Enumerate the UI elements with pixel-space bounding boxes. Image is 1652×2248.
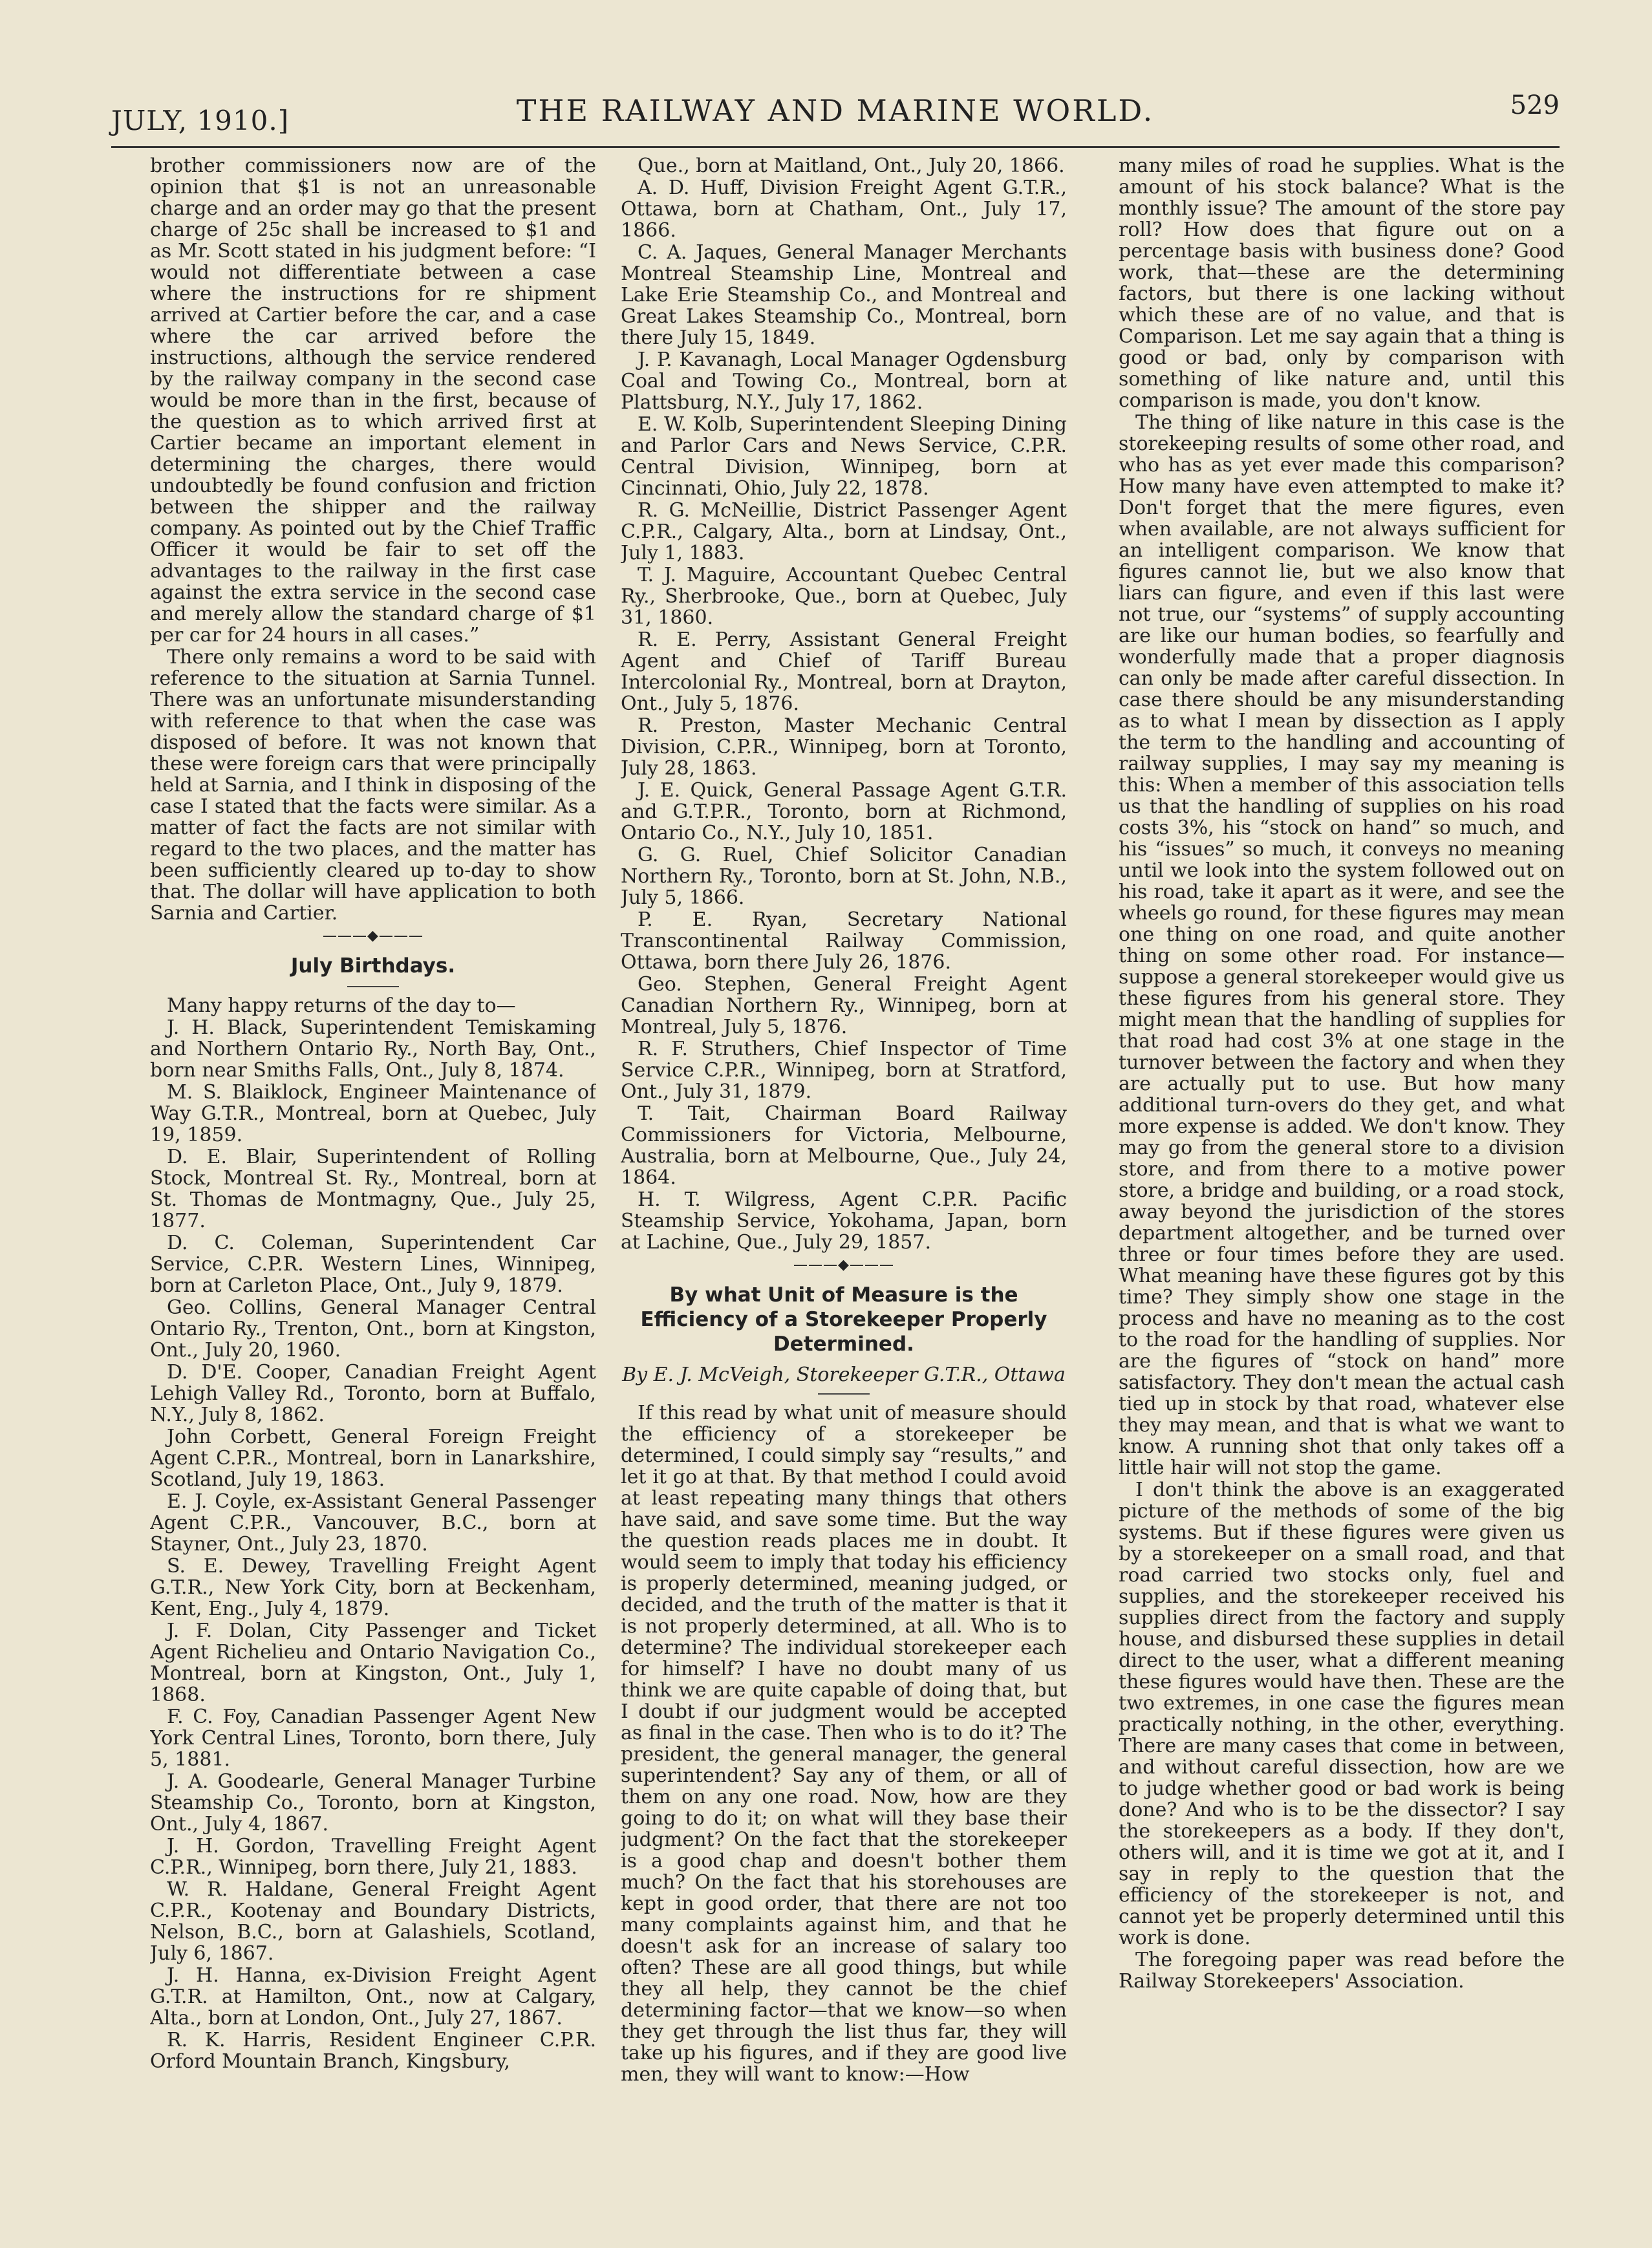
section-divider: ———◆——— <box>323 928 424 944</box>
birthday-entry: Que., born at Maitland, Ont., July 20, 1866. <box>638 155 1065 177</box>
birthday-entry: R. Preston, Master Mechanic Central Division, C.P.R., Winnipeg, born at Toronto, July 28, 1863. <box>621 714 1067 780</box>
birthday-list-left <box>150 1017 596 2072</box>
birthday-entry: A. D. Huff, Division Freight Agent G.T.R., Ottawa, born at Chatham, Ont., July 17, 1866. <box>621 177 1067 242</box>
article-heading: By what Unit of Measure is the Efficiency of a Storekeeper Properly Determined. <box>640 1283 1047 1356</box>
birthday-entry: G. G. Ruel, Chief Solicitor Canadian Northern Ry., Toronto, born at St. John, N.B., July 5, 1866. <box>621 844 1067 909</box>
column-left <box>150 155 596 2231</box>
header-rule <box>111 146 1560 148</box>
article-paragraph: The thing of like nature in this case is the storekeeping results of some other road, and who has as yet ever made this comparison? How many have even attempted to make it? Don't forget that the mere figures, even when available, are not always sufficient for an intelligent comparison. We know that figures cannot lie, but we also know that liars can figure, and even if this last were not true, our “systems” of supply accounting are like our human bodies, so fearfully and wonderfully made that a proper diagnosis can only be made after careful dissection. In case there should be any misunderstanding as to what I mean by dissection as I apply the term to the handling and accounting of railway supplies, I may say my meaning is this: When a member of this association tells us that the handling of supplies on his road costs 3%, his “stock on hand” so much, and his “issues” so much, it conveys no meaning until we look into the system followed out on his road, take it apart as it were, and see the wheels go round, for these figures may mean one thing on one road, and quite another thing on some other road. For instance—suppose a general storekeeper would give us these figures from his general store. They might mean that the handling of supplies for that road had cost 3% at one stage in the turnover between the factory and when they are actually put to use. But how many additional turn-overs do they get, and what more expense is added. We don't know. They may go from the general store to a division store, and from there to a motive power store, a bridge and building, or a road stock, away beyond the jurisdiction of the stores department altogether, and be turned over three or four times before they are used. What meaning have these figures got by this time? They simply show one stage in the process and have no meaning as to the cost to the road for the handling of supplies. Nor are the figures of “stock on hand” more satisfactory. They don't mean the actual cash tied up in stock by that road, whatever else they may mean, and that is what we want to know. A running shot that only takes off a little hair will not stop the game. <box>1119 411 1565 1479</box>
birthday-entry: H. T. Wilgress, Agent C.P.R. Pacific Steamship Service, Yokohama, Japan, born at Lachine, Que., July 29, 1857. <box>621 1188 1067 1254</box>
birthday-entry: S. E. Dewey, Travelling Freight Agent G.T.R., New York City, born at Beckenham, Kent, Eng., July 4, 1879. <box>150 1555 596 1620</box>
page-number: 529 <box>1510 91 1560 120</box>
birthday-entry: J. H. Gordon, Travelling Freight Agent C.P.R., Winnipeg, born there, July 21, 1883. <box>150 1835 596 1879</box>
birthday-entry: T. J. Maguire, Accountant Quebec Central Ry., Sherbrooke, Que., born at Quebec, July 31, 1860. <box>621 564 1067 629</box>
commission-text-continued: brother commissioners now are of the opinion that $1 is not an unreasonable charge and an order may go that the present charge of 25c shall be increased to $1 and as Mr. Scott stated in his judgment before: “I would not differentiate between a case where the instructions for re shipment arrived at Cartier before the car, and a case where the car arrived before the instructions, although the service rendered by the railway company in the second case would be more than in the first, because of the question as to which arrived first at Cartier became an important element in determining the charges, there would undoubtedly be found confusion and friction between the shipper and the railway company. As pointed out by the Chief Traffic Officer it would be fair to set off the advantages to the railway in the first case against the extra service in the second case and merely allow the standard charge of $1 per car for 24 hours in all cases.” <box>150 155 596 647</box>
birthday-entry: J. H. Black, Superintendent Temiskaming and Northern Ontario Ry., North Bay, Ont., born near Smiths Falls, Ont., July 8, 1874. <box>150 1016 596 1082</box>
article-paragraph: many miles of road he supplies. What is the amount of his stock balance? What is the monthly issue? The amount of the store pay roll? How does that figure out on a percentage basis with business done? Good work, that—these are the determining factors, but there is one lacking without which these are of no value, and that is Comparison. Let me say again that a thing is good or bad, only by comparison with something of like nature and, until this comparison is made, you don't know. <box>1119 155 1565 412</box>
birthday-entry: J. F. Dolan, City Passenger and Ticket Agent Richelieu and Ontario Navigation Co., Montreal, born at Kingston, Ont., July 1, 1868. <box>150 1620 596 1706</box>
birthday-entry: E. J. Coyle, ex-Assistant General Passenger Agent C.P.R., Vancouver, B.C., born at Stayner, Ont., July 23, 1870. <box>150 1490 596 1556</box>
birthday-entry: R. G. McNeillie, District Passenger Agent C.P.R., Calgary, Alta., born at Lindsay, Ont., July 1, 1883. <box>621 499 1067 564</box>
sarnia-paragraph: There only remains a word to be said with reference to the situation at Sarnia Tunnel. There was an unfortunate misunderstanding with reference to that when the case was disposed of before. It was not known that these were foreign cars that were principally held at Sarnia, and I think in disposing of the case I stated that the facts were similar. As a matter of fact the facts are not similar with regard to the two places, and the matter has been sufficiently cleared up to-day to show that. The dollar will have application to both Sarnia and Cartier. <box>150 646 596 925</box>
birthdays-intro: Many happy returns of the day to— <box>167 994 516 1017</box>
article-footnote: The foregoing paper was read before the Railway Storekeepers' Association. <box>1119 1949 1565 1993</box>
article-byline: By E. J. McVeigh, Storekeeper G.T.R., Ottawa <box>622 1364 1066 1386</box>
article-paragraph: If this read by what unit of measure should the efficiency of a storekeeper be determined, I could simply say “results,” and let it go at that. By that method I could avoid at least repeating many things that others have said, and save some time. But the way the question reads places me in doubt. It would seem to imply that today his efficiency is properly determined, meaning judged, or decided, and the truth of the matter is that it is not properly determined, at all. Who is to determine? The individual storekeeper each for himself? I have no doubt many of us think we are quite capable of doing that, but I doubt if our judgment would be accepted as final in the case. Then who is to do it? The president, the general manager, the general superintendent? Say any of them, or all of them on any one road. Now, how are they going to do it; on what will they base their judgment? On the fact that the storekeeper is a good chap and doesn't bother them much? On the fact that his storehouses are kept in good order, that there are not too many complaints against him, and that he doesn't ask for an increase of salary too often? These are all good things, but while they all help, they cannot be the chief determining factor—that we know—so when they get through the list thus far, they will take up his figures, and if they are good live men, they will want to know:—How <box>621 1402 1067 2086</box>
short-rule <box>818 1393 870 1395</box>
column-middle <box>621 155 1067 2231</box>
masthead-title: THE RAILWAY AND MARINE WORLD. <box>516 93 1155 128</box>
birthday-entry: R. E. Perry, Assistant General Freight Agent and Chief of Tariff Bureau Intercolonial Ry., Montreal, born at Drayton, Ont., July 5, 1876. <box>621 628 1067 715</box>
birthday-entry: F. C. Foy, Canadian Passenger Agent New York Central Lines, Toronto, born there, July 5, 1881. <box>150 1706 596 1771</box>
birthday-entry: J. A. Goodearle, General Manager Turbine Steamship Co., Toronto, born at Kingston, Ont., July 4, 1867. <box>150 1770 596 1836</box>
birthday-entry: D. D'E. Cooper, Canadian Freight Agent Lehigh Valley Rd., Toronto, born at Buffalo, N.Y., July 8, 1862. <box>150 1361 596 1426</box>
birthday-entry: R. F. Struthers, Chief Inspector of Time Service C.P.R., Winnipeg, born at Stratford, Ont., July 31, 1879. <box>621 1038 1067 1103</box>
birthday-entry: D. C. Coleman, Superintendent Car Service, C.P.R. Western Lines, Winnipeg, born at Carleton Place, Ont., July 9, 1879. <box>150 1232 596 1297</box>
page-header <box>111 85 1560 137</box>
birthday-entry: P. E. Ryan, Secretary National Transcontinental Railway Commission, Ottawa, born there July 26, 1876. <box>621 908 1067 974</box>
issue-date: JULY, 1910.] <box>111 105 290 136</box>
birthday-entry: M. S. Blaiklock, Engineer Maintenance of Way G.T.R., Montreal, born at Quebec, July 19, 1859. <box>150 1081 596 1146</box>
birthday-entry: J. P. Kavanagh, Local Manager Ogdensburg Coal and Towing Co., Montreal, born at Plattsburg, N.Y., July 17, 1862. <box>621 348 1067 414</box>
birthday-entry: John Corbett, General Foreign Freight Agent C.P.R., Montreal, born in Lanarkshire, Scotland, July 19, 1863. <box>150 1426 596 1491</box>
birthday-entry: D. E. Blair, Superintendent of Rolling Stock, Montreal St. Ry., Montreal, born at St. Thomas de Montmagny, Que., July 25, 1877. <box>150 1146 596 1232</box>
short-rule <box>347 986 399 987</box>
birthdays-heading: July Birthdays. <box>290 954 456 978</box>
birthday-entry: R. K. Harris, Resident Engineer C.P.R. Orford Mountain Branch, Kingsbury, <box>150 2029 596 2073</box>
birthday-list-middle <box>621 155 1067 1253</box>
column-right <box>1119 155 1565 2231</box>
birthday-entry: Geo. Stephen, General Freight Agent Canadian Northern Ry., Winnipeg, born at Montreal, July 5, 1876. <box>621 973 1067 1038</box>
section-divider: ———◆——— <box>793 1257 894 1273</box>
birthday-entry: J. E. Quick, General Passage Agent G.T.R. and G.T.P.R., Toronto, born at Richmond, Ontario Co., N.Y., July 10, 1851. <box>621 779 1067 844</box>
birthday-entry: C. A. Jaques, General Manager Merchants Montreal Steamship Line, Montreal and Lake Erie Steamship Co., and Montreal and Great Lakes Steamship Co., Montreal, born there July 15, 1849. <box>621 241 1067 349</box>
birthday-entry: J. H. Hanna, ex-Division Freight Agent G.T.R. at Hamilton, Ont., now at Calgary, Alta., born at London, Ont., July 27, 1867. <box>150 1964 596 2029</box>
birthday-entry: T. Tait, Chairman Board Railway Commissioners for Victoria, Melbourne, Australia, born at Melbourne, Que., July 24, 1864. <box>621 1102 1067 1189</box>
birthday-entry: E. W. Kolb, Superintendent Sleeping Dining and Parlor Cars and News Service, C.P.R. Central Division, Winnipeg, born at Cincinnati, Ohio, July 22, 1878. <box>621 413 1067 500</box>
birthday-entry: W. R. Haldane, General Freight Agent C.P.R., Kootenay and Boundary Districts, Nelson, B.C., born at Galashiels, Scotland, July 6, 1867. <box>150 1878 596 1965</box>
birthday-entry: Geo. Collins, General Manager Central Ontario Ry., Trenton, Ont., born at Kingston, Ont., July 20, 1960. <box>150 1296 596 1362</box>
article-paragraph: I don't think the above is an exaggerated picture of the methods of some of the big systems. But if these figures were given us by a storekeeper on a small road, and that road carried two stocks only, fuel and supplies, and the storekeeper received his supplies direct from the factory and supply house, and disbursed these supplies in detail direct to the user, what a different meaning these figures would have then. These are the two extremes, in one case the figures mean practically nothing, in the other, everything. There are many cases that come in between, and without careful dissection, how are we to judge whether good or bad work is being done? And who is to be the dissector? I say the storekeepers as a body. If they don't, others will, and it is time we got at it, and I say in reply to the question that the efficiency of the storekeeper is not, and cannot yet be properly determined until this work is done. <box>1119 1479 1565 1949</box>
